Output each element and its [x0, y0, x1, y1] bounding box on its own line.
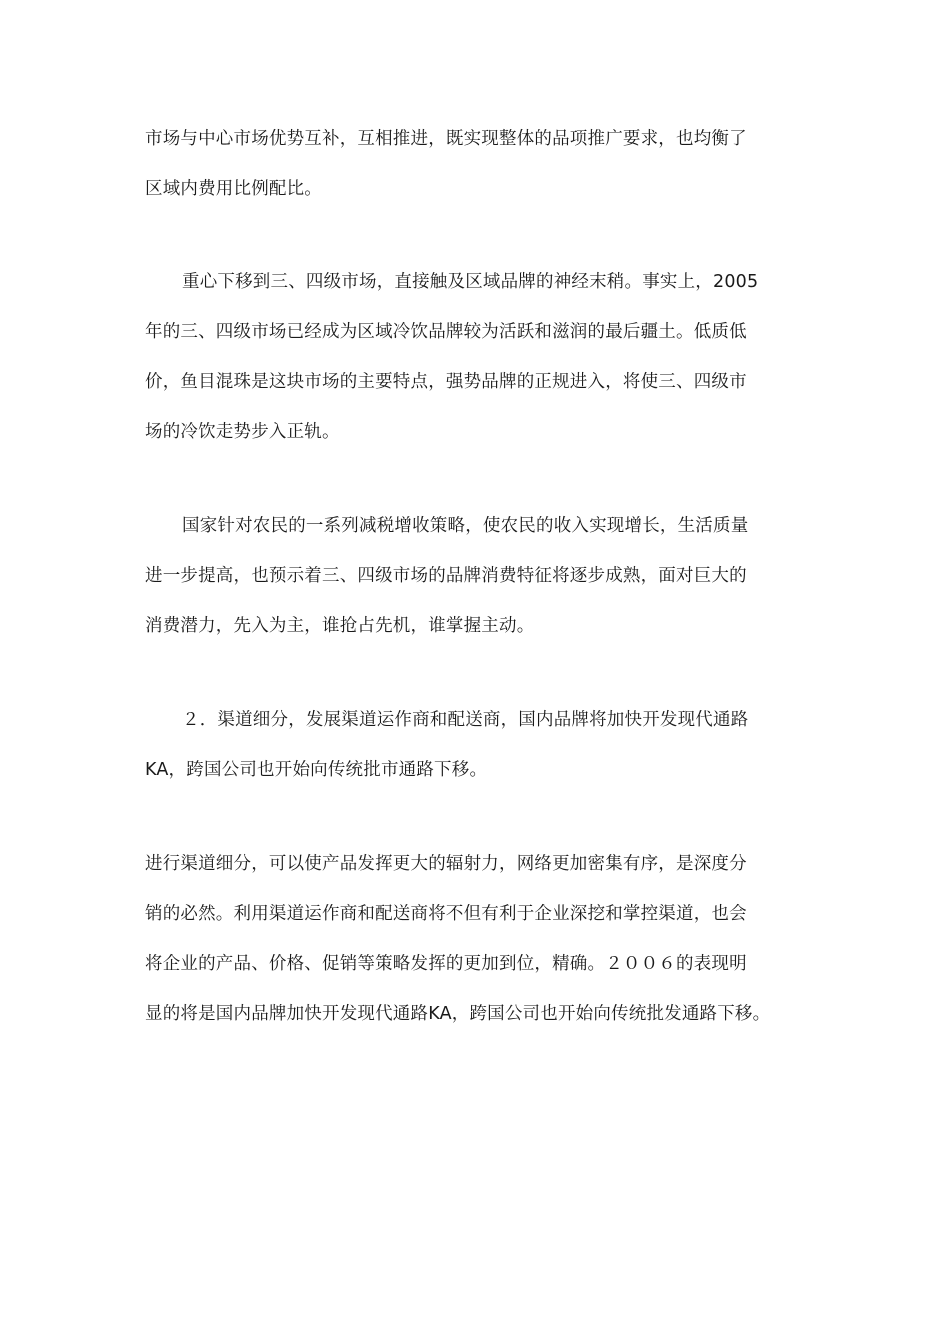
paragraph-line: 市场与中心市场优势互补，互相推进，既实现整体的品项推广要求，也均衡了: [145, 129, 747, 149]
paragraph-line: 区域内费用比例配比。: [145, 179, 322, 199]
paragraph-line: 销的必然。利用渠道运作商和配送商将不但有利于企业深挖和掌控渠道，也会: [145, 904, 747, 924]
paragraph-line: 消费潜力，先入为主，谁抢占先机，谁掌握主动。: [145, 616, 535, 636]
paragraph-line: 年的三、四级市场已经成为区域冷饮品牌较为活跃和滋润的最后疆土。低质低: [145, 322, 747, 342]
paragraph-line: 进行渠道细分，可以使产品发挥更大的辐射力，网络更加密集有序，是深度分: [145, 854, 747, 874]
paragraph-line: 价，鱼目混珠是这块市场的主要特点，强势品牌的正规进入，将使三、四级市: [145, 372, 747, 392]
paragraph-line: 进一步提高，也预示着三、四级市场的品牌消费特征将逐步成熟，面对巨大的: [145, 566, 747, 586]
paragraph-line: 国家针对农民的一系列减税增收策略，使农民的收入实现增长，生活质量: [182, 516, 749, 536]
paragraph-line: 场的冷饮走势步入正轨。: [145, 422, 340, 442]
paragraph-line: 显的将是国内品牌加快开发现代通路KA，跨国公司也开始向传统批发通路下移。: [145, 1004, 771, 1024]
paragraph-line: ２．渠道细分，发展渠道运作商和配送商，国内品牌将加快开发现代通路: [182, 710, 749, 730]
paragraph-line: 将企业的产品、价格、促销等策略发挥的更加到位，精确。２００６的表现明: [145, 954, 747, 974]
paragraph-line: 重心下移到三、四级市场，直接触及区域品牌的神经末稍。事实上，2005: [182, 272, 759, 292]
paragraph-line: KA，跨国公司也开始向传统批市通路下移。: [145, 760, 488, 780]
